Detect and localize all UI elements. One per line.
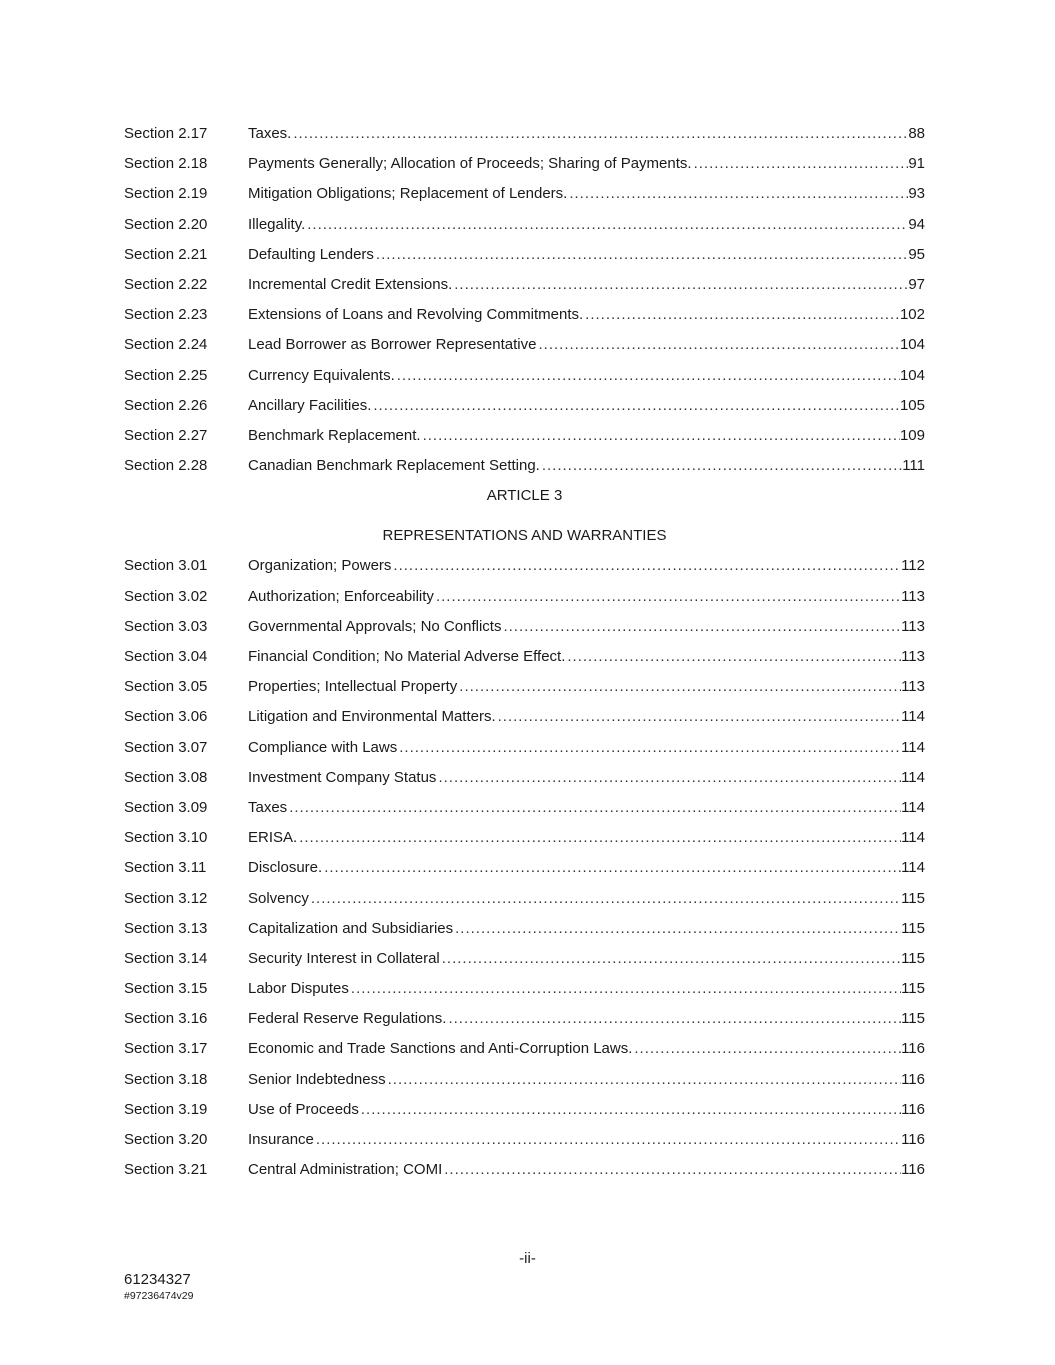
section-title: Capitalization and Subsidiaries (248, 919, 454, 937)
dot-leader (496, 705, 901, 735)
section-title: Illegality. (248, 215, 306, 233)
page-ref: 112 (901, 557, 925, 575)
toc-entry[interactable] (124, 947, 925, 977)
dot-leader (395, 364, 900, 394)
dot-leader (446, 1007, 901, 1037)
section-label: Section 2.25 (124, 366, 208, 384)
section-label: Section 3.20 (124, 1131, 208, 1148)
section-title: Solvency (248, 889, 309, 907)
toc-entry[interactable] (124, 977, 925, 1007)
section-title: Ancillary Facilities. (248, 396, 372, 414)
dot-leader (567, 182, 908, 212)
toc-entry[interactable] (124, 1007, 925, 1037)
section-title: Investment Company Status (248, 768, 437, 786)
section-label: Section 3.02 (124, 587, 208, 605)
dot-leader (349, 977, 901, 1007)
dot-leader (436, 766, 901, 796)
dot-leader (297, 826, 901, 856)
section-label: Section 3.13 (124, 919, 208, 937)
article-number: ARTICLE 3 (486, 487, 563, 505)
page-ref: 91 (908, 155, 925, 173)
toc-entry[interactable] (124, 796, 925, 826)
dot-leader (536, 333, 899, 363)
toc-entry[interactable] (124, 887, 925, 917)
toc-entry[interactable] (124, 554, 925, 584)
dot-leader (565, 645, 901, 675)
page-ref: 105 (899, 396, 925, 414)
section-title: Central Administration; COMI (248, 1161, 443, 1179)
page-ref: 95 (908, 245, 925, 263)
section-label: Section 2.26 (124, 396, 208, 414)
section-label: Section 2.17 (124, 125, 208, 142)
section-label: Section 3.11 (124, 859, 207, 877)
dot-leader (287, 796, 901, 826)
section-title: Organization; Powers (248, 557, 392, 575)
toc-entry[interactable] (124, 333, 925, 363)
section-title: Federal Reserve Regulations. (248, 1010, 447, 1028)
section-label: Section 3.08 (124, 768, 208, 786)
section-title: Defaulting Lenders (248, 245, 374, 263)
page-ref: 94 (908, 215, 925, 233)
toc-entry[interactable] (124, 856, 925, 886)
toc-entry[interactable] (124, 152, 925, 182)
dot-leader (632, 1037, 901, 1067)
section-label: Section 2.20 (124, 215, 208, 233)
page-ref: 114 (901, 798, 925, 816)
dot-leader (305, 213, 908, 243)
section-title: Taxes (248, 798, 288, 816)
toc-entry[interactable] (124, 1098, 925, 1128)
page-number: -ii- (519, 1250, 536, 1267)
toc-list-article-3 (124, 554, 925, 1188)
section-title: Use of Proceeds (248, 1100, 359, 1118)
dot-leader (397, 736, 901, 766)
toc-entry[interactable] (124, 585, 925, 615)
page-ref: 113 (901, 587, 925, 605)
dot-leader (453, 917, 901, 947)
toc-entry[interactable] (124, 424, 925, 454)
dot-leader (359, 1098, 901, 1128)
page-ref: 115 (901, 919, 925, 937)
document-id: 61234327 (124, 1271, 191, 1288)
toc-entry[interactable] (124, 917, 925, 947)
section-title: Economic and Trade Sanctions and Anti-Corruption Laws. (248, 1040, 633, 1058)
section-label: Section 2.27 (124, 426, 208, 444)
page-ref: 114 (901, 859, 925, 877)
table-of-contents (124, 122, 925, 1188)
toc-entry[interactable] (124, 303, 925, 333)
section-title: Authorization; Enforceability (248, 587, 434, 605)
section-title: Governmental Approvals; No Conflicts (248, 617, 502, 635)
page-ref: 114 (901, 768, 925, 786)
dot-leader (291, 122, 908, 152)
page-ref: 104 (899, 366, 925, 384)
page-ref: 113 (901, 648, 925, 665)
section-label: Section 3.17 (124, 1040, 208, 1058)
section-title: Compliance with Laws (248, 738, 398, 756)
section-label: Section 3.06 (124, 708, 208, 726)
page-ref: 93 (908, 185, 925, 203)
section-title: Currency Equivalents. (248, 366, 395, 384)
toc-entry[interactable] (124, 675, 925, 705)
dot-leader (314, 1128, 901, 1158)
dot-leader (371, 394, 900, 424)
dot-leader (457, 675, 901, 705)
dot-leader (452, 273, 908, 303)
section-label: Section 2.23 (124, 306, 208, 324)
section-title: Benchmark Replacement. (248, 426, 421, 444)
section-label: Section 3.01 (124, 557, 208, 575)
section-label: Section 3.19 (124, 1100, 208, 1118)
section-title: Labor Disputes (248, 980, 349, 998)
section-title: ERISA. (248, 829, 298, 847)
section-label: Section 3.18 (124, 1070, 208, 1088)
dot-leader (434, 585, 901, 615)
toc-entry[interactable] (124, 364, 925, 394)
section-label: Section 2.22 (124, 275, 208, 293)
page-ref: 113 (901, 617, 925, 635)
dot-leader (391, 554, 901, 584)
toc-entry[interactable] (124, 213, 925, 243)
section-label: Section 2.18 (124, 155, 208, 173)
section-title: Mitigation Obligations; Replacement of Lenders. (248, 185, 568, 203)
toc-entry[interactable] (124, 1068, 925, 1098)
page-ref: 97 (908, 275, 925, 293)
page-ref: 114 (901, 738, 925, 756)
page-ref: 116 (901, 1070, 925, 1088)
article-title: REPRESENTATIONS AND WARRANTIES (382, 527, 667, 545)
toc-entry[interactable] (124, 826, 925, 856)
section-title: Extensions of Loans and Revolving Commitments. (248, 306, 584, 324)
section-label: Section 3.12 (124, 889, 208, 907)
toc-entry[interactable] (124, 273, 925, 303)
dot-leader (501, 615, 901, 645)
section-label: Section 3.21 (124, 1161, 208, 1179)
section-title: Senior Indebtedness (248, 1070, 386, 1088)
section-label: Section 3.03 (124, 617, 208, 635)
page-ref: 116 (901, 1131, 925, 1148)
section-label: Section 2.28 (124, 457, 208, 475)
page-ref: 116 (901, 1161, 925, 1179)
toc-entry[interactable] (124, 615, 925, 645)
page-ref: 113 (901, 678, 925, 696)
section-title: Financial Condition; No Material Adverse Effect. (248, 648, 566, 665)
page-ref: 114 (901, 829, 925, 847)
toc-entry[interactable] (124, 766, 925, 796)
section-title: Incremental Credit Extensions. (248, 275, 453, 293)
section-title: Canadian Benchmark Replacement Setting. (248, 457, 540, 475)
page-ref: 115 (901, 1010, 925, 1028)
section-title: Disclosure. (248, 859, 323, 877)
page-ref: 114 (901, 708, 925, 726)
dot-leader (442, 1158, 901, 1188)
toc-entry[interactable] (124, 1037, 925, 1067)
toc-entry[interactable] (124, 182, 925, 212)
toc-list-article-2 (124, 122, 925, 484)
toc-entry[interactable] (124, 394, 925, 424)
section-title: Taxes. (248, 125, 292, 142)
section-title: Payments Generally; Allocation of Proceeds; Sharing of Payments. (248, 155, 692, 173)
page-ref: 116 (901, 1040, 925, 1058)
dot-leader (374, 243, 908, 273)
page-ref: 115 (901, 949, 925, 967)
section-label: Section 3.04 (124, 648, 208, 665)
toc-entry[interactable] (124, 736, 925, 766)
section-label: Section 2.21 (124, 245, 208, 263)
dot-leader (540, 454, 902, 484)
page-ref: 88 (908, 125, 925, 142)
dot-leader (583, 303, 900, 333)
section-label: Section 3.14 (124, 949, 208, 967)
section-label: Section 3.10 (124, 829, 208, 847)
section-title: Lead Borrower as Borrower Representative (248, 336, 537, 354)
dot-leader (386, 1068, 901, 1098)
toc-entry[interactable] (124, 1128, 925, 1158)
toc-entry[interactable] (124, 122, 925, 152)
page-ref: 104 (899, 336, 925, 354)
section-label: Section 3.16 (124, 1010, 208, 1028)
section-title: Litigation and Environmental Matters. (248, 708, 496, 726)
section-label: Section 3.07 (124, 738, 208, 756)
dot-leader (322, 856, 901, 886)
page-ref: 111 (902, 457, 925, 475)
page-ref: 115 (901, 889, 925, 907)
dot-leader (421, 424, 900, 454)
section-label: Section 3.05 (124, 678, 208, 696)
section-label: Section 3.15 (124, 980, 208, 998)
section-title: Properties; Intellectual Property (248, 678, 458, 696)
dot-leader (440, 947, 901, 977)
document-version: #97236474v29 (124, 1290, 194, 1302)
page-ref: 109 (899, 426, 925, 444)
toc-entry[interactable] (124, 243, 925, 273)
page-ref: 102 (899, 306, 925, 324)
section-title: Security Interest in Collateral (248, 949, 440, 967)
page-ref: 115 (901, 980, 925, 998)
section-label: Section 3.09 (124, 798, 208, 816)
dot-leader (309, 887, 901, 917)
dot-leader (692, 152, 909, 182)
section-title: Insurance (248, 1131, 314, 1148)
toc-entry[interactable] (124, 645, 925, 675)
toc-entry[interactable] (124, 1158, 925, 1188)
toc-entry[interactable] (124, 454, 925, 484)
section-label: Section 2.19 (124, 185, 208, 203)
section-label: Section 2.24 (124, 336, 208, 354)
toc-entry[interactable] (124, 705, 925, 735)
page-ref: 116 (901, 1100, 925, 1118)
